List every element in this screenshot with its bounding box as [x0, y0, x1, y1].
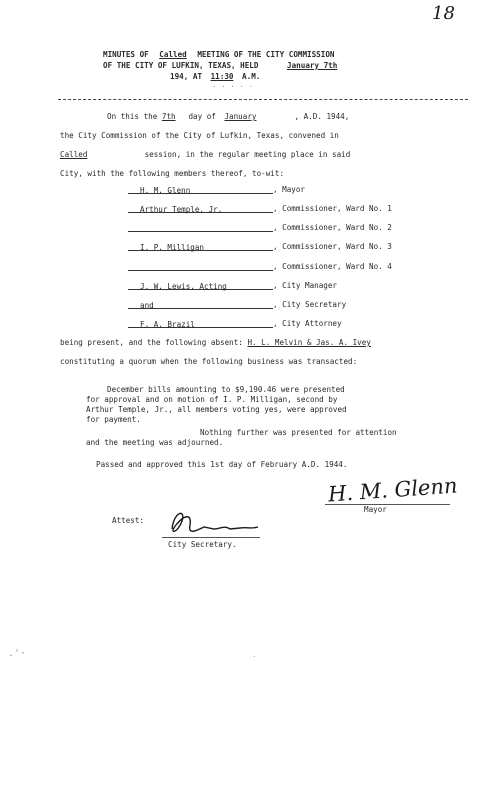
secretary-label: City Secretary.: [168, 540, 237, 549]
member-row: [128, 204, 392, 213]
member-name: F. A. Brazil: [128, 320, 273, 328]
member-title: , Mayor: [273, 185, 306, 194]
member-title: , City Secretary: [273, 300, 347, 309]
bills-line-2: for approval and on motion of I. P. Milligan, second by: [86, 395, 338, 404]
adjourn-line-2: and the meeting was adjourned.: [86, 438, 224, 447]
attest-label: Attest:: [112, 516, 145, 525]
mayor-sig-line: [325, 504, 450, 505]
member-name: [128, 224, 273, 232]
member-row: [128, 242, 392, 251]
header-year: 194: [170, 72, 184, 81]
header-city: OF THE CITY OF LUFKIN, TEXAS, HELD: [103, 61, 259, 70]
member-row: [128, 319, 342, 328]
header-meeting-of: MEETING OF THE CITY COMMISSION: [197, 50, 335, 59]
bills-line-1: December bills amounting to $9,190.46 were presented: [107, 385, 345, 394]
member-name: J. W. Lewis, Acting: [128, 282, 273, 290]
member-name: [128, 263, 273, 271]
member-name: H. M. Glenn: [128, 186, 273, 194]
page-number: 18: [432, 3, 455, 24]
header-line-3: 194, AT 11:30 A.M.: [170, 72, 261, 81]
intro-line-1: [107, 112, 349, 121]
stray-mark-1: .'·: [8, 648, 27, 659]
quorum-line: constituting a quorum when the following business was transacted:: [60, 357, 358, 366]
stray-mark-2: ·: [252, 652, 257, 661]
member-row: [128, 300, 346, 309]
member-title: , Commissioner, Ward No. 4: [273, 262, 392, 271]
header-divider: [58, 99, 468, 100]
intro-month: January: [224, 112, 257, 121]
member-title: , Commissioner, Ward No. 1: [273, 204, 392, 213]
member-name: and: [128, 301, 273, 309]
intro-line-2: the City Commission of the City of Lufkin, Texas, convened in: [60, 131, 339, 140]
member-name: I. P. Milligan: [128, 243, 273, 251]
member-row: [128, 223, 392, 232]
header-meeting-type: Called: [159, 50, 187, 59]
header-line-2: [103, 61, 357, 70]
header-time: 11:30: [210, 72, 234, 81]
intro-day: 7th: [161, 112, 176, 121]
secretary-sig-line: [162, 537, 260, 538]
member-title: , City Manager: [273, 281, 338, 290]
intro-day-of: day of: [188, 112, 216, 121]
intro-ad: , A.D. 1944,: [294, 112, 350, 121]
intro-on-this-the: On this the: [107, 112, 158, 121]
approved-line: Passed and approved this 1st day of February A.D. 1944.: [96, 460, 348, 469]
intro-line-4: City, with the following members thereof, to-wit:: [60, 169, 285, 178]
intro-line-3: [60, 150, 350, 159]
absent-line: [60, 338, 371, 347]
header-dots: . . . . .: [212, 80, 254, 89]
member-name: Arthur Temple, Jr.: [128, 205, 273, 213]
bills-line-3: Arthur Temple, Jr., all members voting yes, were approved: [86, 405, 347, 414]
header-at: AT: [192, 72, 203, 81]
bills-line-4: for payment.: [86, 415, 141, 424]
member-title: , Commissioner, Ward No. 3: [273, 242, 392, 251]
member-row: [128, 185, 305, 194]
adjourn-line-1: Nothing further was presented for attention: [200, 428, 397, 437]
member-row: [128, 262, 392, 271]
header-meridiem: A.M.: [242, 72, 261, 81]
intro-session-rest: session, in the regular meeting place in said: [144, 150, 351, 159]
absent-names: H. L. Melvin & Jas. A. Ivey: [247, 338, 371, 347]
header-minutes-of: MINUTES OF: [103, 50, 149, 59]
member-title: , Commissioner, Ward No. 2: [273, 223, 392, 232]
mayor-label: Mayor: [364, 505, 387, 514]
intro-session-type: Called: [60, 150, 88, 159]
header-line-1: [103, 50, 334, 59]
member-row: [128, 281, 337, 290]
header-date: January 7th: [287, 61, 338, 70]
mayor-signature: H. M. Glenn: [327, 473, 459, 507]
member-title: , City Attorney: [273, 319, 342, 328]
absent-label: being present, and the following absent:: [60, 338, 243, 347]
